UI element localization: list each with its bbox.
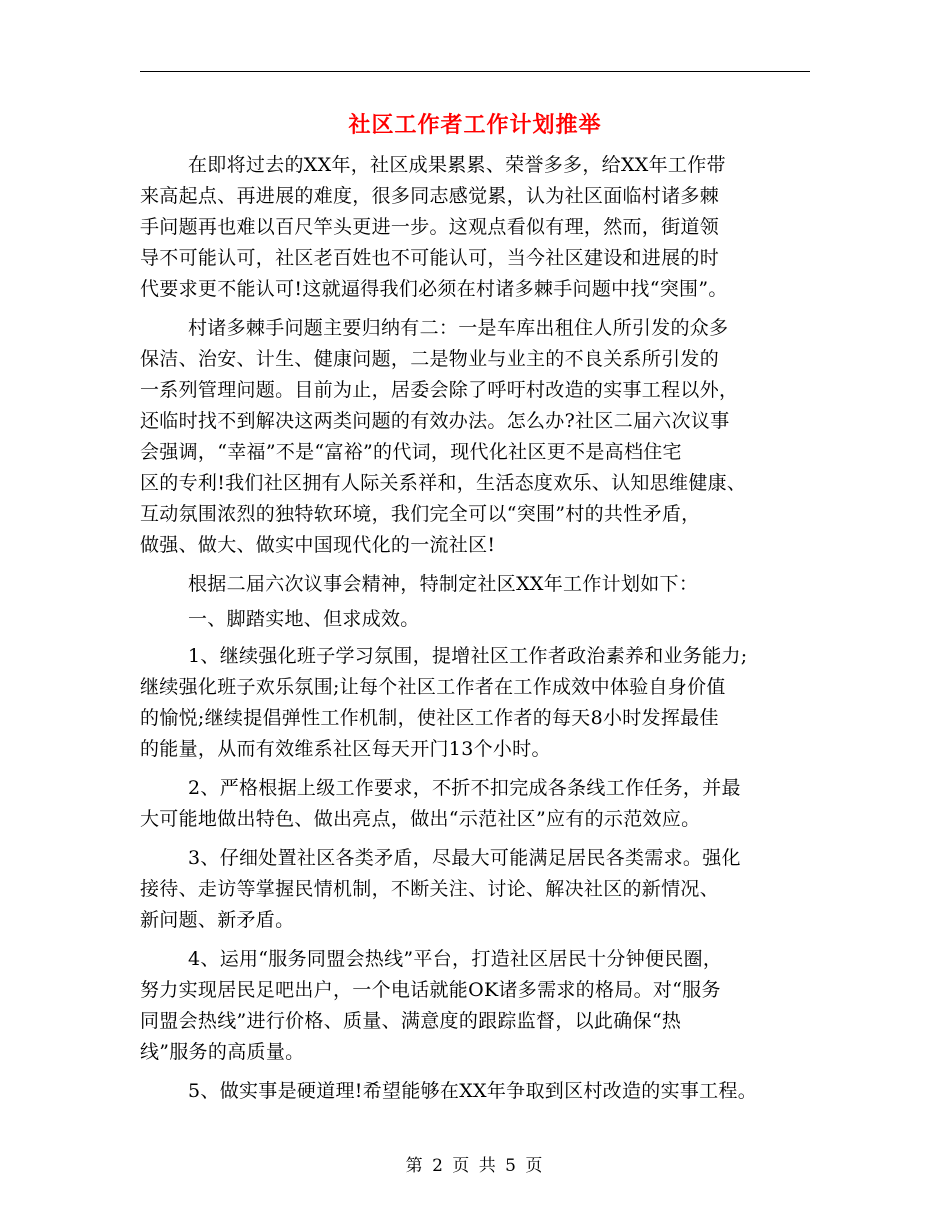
text-line: 导不可能认可，社区老百姓也不可能认可，当今社区建设和进展的时 [140, 247, 720, 269]
text-line: 代要求更不能认可!这就逼得我们必须在村诸多棘手问题中找“突围”。 [140, 278, 728, 300]
text-line: 做强、做大、做实中国现代化的一流社区! [140, 534, 496, 556]
text-line: 同盟会热线”进行价格、质量、满意度的跟踪监督，以此确保“热 [140, 1010, 682, 1032]
text-line: 新问题、新矛盾。 [140, 909, 295, 931]
text-line: 保洁、治安、计生、健康问题，二是物业与业主的不良关系所引发的 [140, 348, 720, 370]
text-line: 2、严格根据上级工作要求，不折不扣完成各条线工作任务，并最 [188, 777, 741, 799]
text-line: 的愉悦;继续提倡弹性工作机制，使社区工作者的每天8小时发挥最佳 [140, 707, 719, 729]
text-line: 的能量，从而有效维系社区每天开门13个小时。 [140, 738, 551, 760]
text-line: 在即将过去的XX年，社区成果累累、荣誉多多，给XX年工作带 [188, 154, 726, 176]
text-line: 1、继续强化班子学习氛围，提增社区工作者政治素养和业务能力; [188, 645, 748, 667]
text-line: 互动氛围浓烈的独特软环境，我们完全可以“突围”村的共性矛盾， [140, 503, 701, 525]
text-line: 区的专利!我们社区拥有人际关系祥和，生活态度欢乐、认知思维健康、 [140, 472, 747, 494]
text-line: 5、做实事是硬道理!希望能够在XX年争取到区村改造的实事工程。 [188, 1080, 758, 1102]
header-rule [140, 71, 810, 72]
text-line: 根据二届六次议事会精神，特制定社区XX年工作计划如下： [188, 573, 699, 595]
text-line: 努力实现居民足吧出户，一个电话就能OK诸多需求的格局。对“服务 [140, 979, 721, 1001]
text-line: 村诸多棘手问题主要归纳有二：一是车库出租住人所引发的众多 [188, 317, 729, 339]
text-line: 大可能地做出特色、做出亮点，做出“示范社区”应有的示范效应。 [140, 808, 701, 830]
text-line: 来高起点、再进展的难度，很多同志感觉累，认为社区面临村诸多棘 [140, 185, 720, 207]
text-line: 会强调，“幸福”不是“富裕”的代词，现代化社区更不是高档住宅 [140, 441, 682, 463]
text-line: 线”服务的高质量。 [140, 1041, 305, 1063]
text-line: 3、仔细处置社区各类矛盾，尽最大可能满足居民各类需求。强化 [188, 847, 741, 869]
text-line: 继续强化班子欢乐氛围;让每个社区工作者在工作成效中体验自身价值 [140, 676, 726, 698]
text-line: 手问题再也难以百尺竿头更进一步。这观点看似有理，然而，街道领 [140, 216, 720, 238]
text-line: 一系列管理问题。目前为止，居委会除了呼吁村改造的实事工程以外， [140, 379, 739, 401]
document-title: 社区工作者工作计划推举 [348, 113, 602, 138]
text-line: 接待、走访等掌握民情机制，不断关注、讨论、解决社区的新情况、 [140, 878, 720, 900]
page-number: 第 2 页 共 5 页 [405, 1156, 545, 1176]
text-line: 一、脚踏实地、但求成效。 [188, 608, 420, 630]
text-line: 4、运用“服务同盟会热线”平台，打造社区居民十分钟便民圈， [188, 948, 723, 970]
text-line: 还临时找不到解决这两类问题的有效办法。怎么办?社区二届六次议事 [140, 410, 730, 432]
